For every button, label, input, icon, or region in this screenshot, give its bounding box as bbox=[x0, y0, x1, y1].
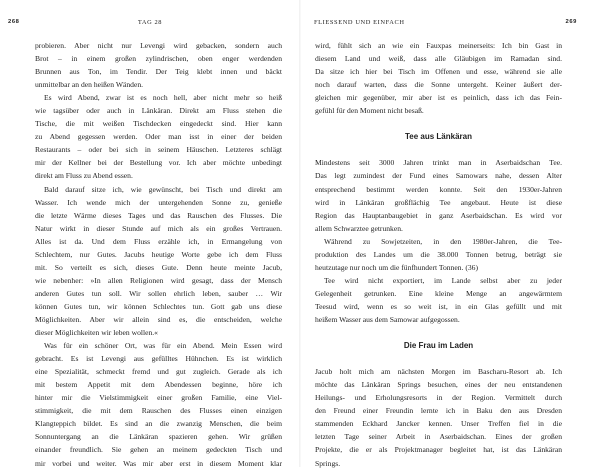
section-heading: Die Frau im Laden bbox=[403, 341, 474, 351]
running-head: TAG 28 bbox=[137, 19, 163, 26]
text-line: gebracht. Es ist Levengi aus gefülltes Hühnchen. Es ist wirklich bbox=[35, 354, 282, 364]
text-line: die letzte Wärme dieses Tages und das Rauschen des Flusses. Die bbox=[35, 210, 282, 220]
text-line: mit. So verteilt es sich, dieses Gute. Denn heute meinte Jacub, bbox=[35, 262, 282, 272]
text-line: Jacub holt mich am nächsten Morgen im Bascharu-Resort ab. Ich bbox=[315, 367, 562, 377]
text-line: Region das Hauptanbaugebiet in ganz Aserbaidschan. Es wird vor bbox=[315, 210, 562, 220]
text-line: Schlechtem, nur Gutes. Jacubs heutige Worte gebe ich dem Fluss bbox=[35, 249, 282, 259]
text-line: letzten Tage seiner Arbeit in Aserbaidschan. Eines der großen bbox=[315, 432, 562, 442]
text-line: stammenden Eckhard Jancker kennen. Unser Treffen fiel in die bbox=[315, 419, 562, 429]
text-line: Tische, die mit weißen Tischdecken eingedeckt sind. Hier kann bbox=[35, 119, 282, 129]
text-line: Brunnen aus Ton, im Tendir. Der Teig klebt innen und bäckt bbox=[35, 67, 282, 77]
body-text bbox=[35, 39, 282, 470]
spacer bbox=[315, 143, 562, 156]
text-line: dieser Möglichkeiten wir leben wollen.« bbox=[35, 328, 158, 338]
text-line: allem Schwarztee getrunken. bbox=[315, 223, 403, 233]
text-line: Möglichkeiten. Aber wir allein sind es, die entscheiden, welche bbox=[35, 314, 282, 324]
text-line: Tee wird nicht exportiert, im Lande selbst aber zu jeder bbox=[324, 275, 562, 285]
text-line: noch darauf warten, dass die Sonne untergeht. Keiner äußert der- bbox=[315, 80, 562, 90]
text-line: produktion des Landes um die 38.000 Tonnen betrug, beträgt sie bbox=[315, 249, 562, 259]
text-line: einander freundlich. Sie gehen an meinem gedeckten Tisch und bbox=[35, 445, 282, 455]
text-line: entsprechend bestimmt werden konnte. Seit den 1930er-Jahren bbox=[315, 184, 562, 194]
section-heading: Tee aus Länkäran bbox=[405, 132, 472, 142]
text-line: Bald darauf sitze ich, wie gewünscht, bei Tisch und direkt am bbox=[44, 184, 282, 194]
text-line: zu Abend gegessen werden. Oder man isst in einer der beiden bbox=[35, 132, 282, 142]
spacer bbox=[315, 352, 562, 365]
text-line: Da sitze ich hier bei Tisch im Offenen und esse, während sie alle bbox=[315, 67, 562, 77]
text-line: mir der Kellner bei der Bestellung vor. Ich aber möchte unbedingt bbox=[35, 158, 282, 168]
text-line: Das legt zumindest der Fund eines Samowars nahe, dessen Alter bbox=[315, 171, 562, 181]
text-line: eine Spezialität, schmeckt fremd und gut zugleich. Gerade als ich bbox=[35, 367, 282, 377]
text-line: wird, fühlt sich an wie ein Fauxpas meinerseits: Ich bin Gast in bbox=[315, 41, 562, 50]
text-line: gleichen mir gegenüber, mir aber ist es peinlich, dass ich das Fein- bbox=[315, 93, 562, 103]
text-line: heißem Wasser aus dem Samowar aufgegossen. bbox=[315, 314, 460, 324]
text-line: Sonnuntergang an die Länkäran spazieren gehen. Wir grüßen bbox=[35, 432, 282, 442]
text-line: Was für ein schöner Ort, was für ein Abend. Mein Essen wird bbox=[44, 341, 282, 351]
text-line: wie tagsüber oder auch in Länkäran. Direkt am Fluss stehen die bbox=[35, 106, 282, 116]
text-line: gefühl für den Moment nicht besaß. bbox=[315, 106, 424, 116]
text-line: Wasser. Ich wende mich der untergehenden Sonne zu, genieße bbox=[35, 197, 282, 207]
text-line: Alles ist da. Und dem Fluss erzähle ich, in Ermangelung von bbox=[35, 236, 282, 246]
text-line: möchte das Länkäran Springs besuchen, eines der neu entstandenen bbox=[315, 380, 562, 390]
text-line: direkt am Fluss zu Abend essen. bbox=[35, 171, 133, 181]
text-line: Während zu Sowjetzeiten, in den 1980er-Jahren, die Tee- bbox=[324, 236, 562, 246]
text-line: Brot – in einem großen zylindrischen, oben enger werdenden bbox=[35, 54, 282, 64]
running-head: FLIESSEND UND EINFACH bbox=[314, 19, 405, 26]
text-line: Heilungs- und Erholungsresorts in der Region. Vermittelt durch bbox=[315, 393, 562, 403]
left-page bbox=[0, 0, 300, 467]
text-line: Teesud wird, wenn es so weit ist, in ein Glas gefüllt und mit bbox=[315, 301, 562, 311]
text-line: können Gutes tun, wir können Schlechtes tun. Gott gab uns diese bbox=[35, 301, 282, 311]
text-line: Klangteppich bildet. Es sind an die zwanzig Menschen, die beim bbox=[35, 419, 282, 429]
text-line: mir vorbei und weiter. Was mir aber erst in diesem Moment klar bbox=[35, 458, 282, 468]
page-number: 269 bbox=[565, 19, 577, 25]
body-text bbox=[315, 39, 562, 470]
text-line: Natur wirkt in dieser Stunde auf mich als ein großes Vertrauen. bbox=[35, 223, 282, 233]
text-line: diesem Land und weiß, dass alle Gläubigen im Ramadan sind. bbox=[315, 54, 562, 64]
text-line: Restaurants – oder bei sich in seinem Häuschen. Letzteres schlägt bbox=[35, 145, 282, 155]
right-page bbox=[300, 0, 600, 467]
text-line: hinter mir die Vielstimmigkeit einer großen Familie, eine Viel- bbox=[35, 393, 282, 403]
text-line: heutzutage nur noch um die fünfhundert Tonnen. (36) bbox=[315, 262, 478, 272]
text-line: stimmigkeit, die mit dem Rauschen des Flusses einen einzigen bbox=[35, 406, 282, 416]
text-line: probieren. Aber nicht nur Levengi wird gebacken, sondern auch bbox=[35, 41, 282, 50]
text-line: mit bestem Appetit mit dem Abendessen beginne, höre ich bbox=[35, 380, 282, 390]
text-line: Projekte, die er als Projektmanager begleitet hat, ist das Länkäran bbox=[315, 445, 562, 455]
text-line: anderen Gutes tun soll. Wir sollen ehrlich leben, sauber … Wir bbox=[35, 288, 282, 298]
text-line: wie nebenher: »In allen Religionen wird gesagt, dass der Mensch bbox=[35, 275, 282, 285]
page-number: 268 bbox=[8, 19, 20, 25]
text-line: unmittelbar an den heißen Wänden. bbox=[35, 80, 144, 90]
text-line: Springs. bbox=[315, 458, 341, 468]
text-line: wird in Länkäran großflächig Tee angebaut. Heute ist diese bbox=[315, 197, 562, 207]
spacer bbox=[315, 326, 562, 339]
text-line: Mindestens seit 3000 Jahren trinkt man in Aserbaidschan Tee. bbox=[315, 158, 562, 168]
text-line: Es wird Abend, zwar ist es noch hell, aber nicht mehr so heiß bbox=[44, 93, 282, 103]
text-line: den Freund einer Freundin lernte ich in Baku den aus Dresden bbox=[315, 406, 562, 416]
text-line: Gelegenheit getrunken. Eine kleine Menge an angewärmtem bbox=[315, 288, 562, 298]
spacer bbox=[315, 117, 562, 130]
